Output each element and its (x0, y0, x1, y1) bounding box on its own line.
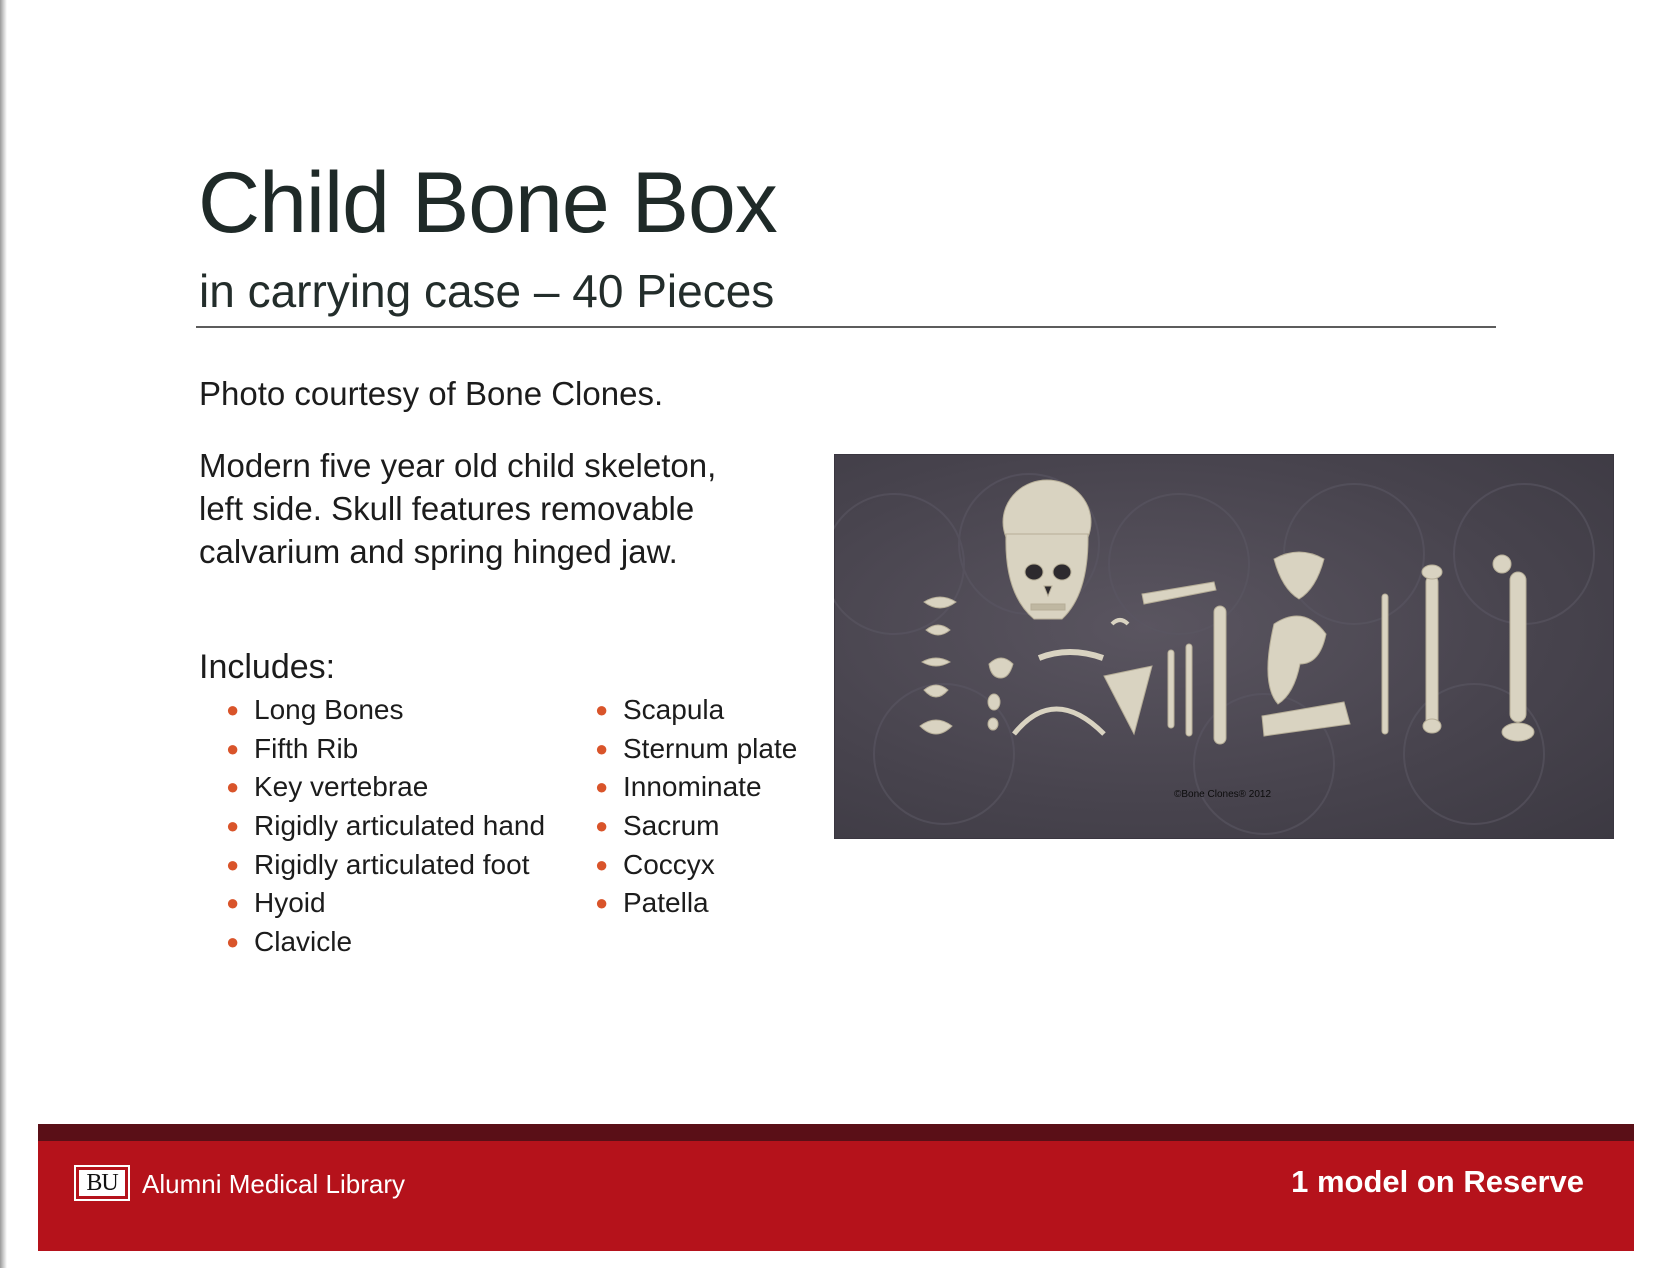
list-item (595, 768, 797, 807)
femur-condyles (1502, 723, 1534, 741)
list-item-label: Sacrum (623, 810, 720, 842)
list-item (226, 730, 545, 769)
list-item-label: Rigidly articulated foot (254, 848, 530, 880)
skull-teeth (1031, 604, 1065, 610)
bullet-icon: ● (595, 851, 609, 877)
ulna (1186, 644, 1192, 736)
bullet-icon: ● (226, 929, 240, 955)
tibia-epiphysis (1423, 719, 1441, 733)
list-item (226, 846, 545, 885)
clavicle (1039, 652, 1103, 658)
femur (1510, 572, 1526, 722)
skull-orbit-left (1025, 564, 1043, 580)
bullet-icon: ● (595, 774, 609, 800)
axis-vertebra (926, 625, 950, 635)
fifth-rib (1014, 709, 1104, 734)
list-item-label: Clavicle (254, 926, 353, 958)
list-item (595, 730, 797, 769)
bullet-icon: ● (226, 890, 240, 916)
bu-logo (74, 1165, 130, 1201)
tibia (1426, 576, 1438, 726)
bullet-icon: ● (226, 774, 240, 800)
bullet-icon: ● (595, 813, 609, 839)
slide-title: Child Bone Box (198, 155, 777, 251)
femur-head (1493, 555, 1511, 573)
list-item-label: Fifth Rib (254, 732, 359, 764)
innominate (1268, 616, 1326, 704)
photo-credit-text: Photo courtesy of Bone Clones. (199, 375, 664, 412)
list-item (595, 691, 797, 730)
includes-list-right (595, 691, 797, 923)
includes-heading: Includes: (199, 648, 336, 686)
bullet-icon: ● (226, 697, 240, 722)
list-item (595, 846, 797, 885)
bullet-icon: ● (595, 697, 609, 722)
fibula (1382, 594, 1388, 734)
sacrum (1274, 552, 1324, 599)
atlas-vertebra (924, 597, 956, 608)
reserve-status: 1 model on Reserve (1291, 1164, 1584, 1199)
bullet-icon: ● (595, 890, 609, 916)
list-item-label: Scapula (623, 694, 725, 725)
list-item-label: Innominate (623, 771, 762, 803)
photo-watermark-credit: ©Bone Clones® 2012 (1174, 789, 1272, 800)
list-item (595, 807, 797, 846)
humerus (1214, 606, 1226, 744)
list-item (226, 923, 545, 962)
articulated-hand (1142, 582, 1216, 604)
scan-edge (0, 0, 7, 1268)
list-item-label: Long Bones (254, 694, 404, 725)
lumbar-vertebra (920, 720, 952, 734)
library-name: Alumni Medical Library (142, 1169, 405, 1199)
cervical-vertebra (922, 658, 950, 666)
list-item-label: Coccyx (623, 848, 715, 880)
bu-logo-text: BU (79, 1170, 125, 1196)
list-item (226, 884, 545, 923)
skull-orbit-right (1053, 564, 1071, 580)
bullet-icon: ● (226, 813, 240, 839)
list-item-label: Key vertebrae (254, 771, 429, 803)
list-item-label: Sternum plate (623, 732, 798, 764)
skeleton-illustration (834, 454, 1614, 839)
radius (1168, 650, 1174, 728)
bullet-icon: ● (595, 735, 609, 761)
list-item-label: Hyoid (254, 887, 326, 919)
list-item-label: Rigidly articulated hand (254, 810, 546, 842)
bullet-icon: ● (226, 851, 240, 877)
includes-list-left (226, 691, 545, 962)
scapula (1104, 666, 1152, 734)
title-divider (196, 326, 1496, 328)
skeleton-photo (834, 454, 1614, 839)
list-item-label: Patella (623, 887, 709, 919)
slide-subtitle: in carrying case – 40 Pieces (199, 265, 775, 317)
hyoid (1112, 620, 1128, 624)
tibia-head (1422, 565, 1442, 579)
footer-bar (38, 1141, 1634, 1251)
list-item (226, 768, 545, 807)
list-item (226, 691, 545, 730)
bullet-icon: ● (226, 735, 240, 761)
footer-accent-band (38, 1124, 1634, 1141)
list-item (595, 884, 797, 923)
list-item (226, 807, 545, 846)
sternum-plate (989, 658, 1013, 678)
coccyx (988, 718, 998, 730)
description: Modern five year old child skeleton, left side. Skull features removable calvarium and spring hinged jaw. (199, 447, 717, 570)
patella-small (988, 694, 1000, 710)
